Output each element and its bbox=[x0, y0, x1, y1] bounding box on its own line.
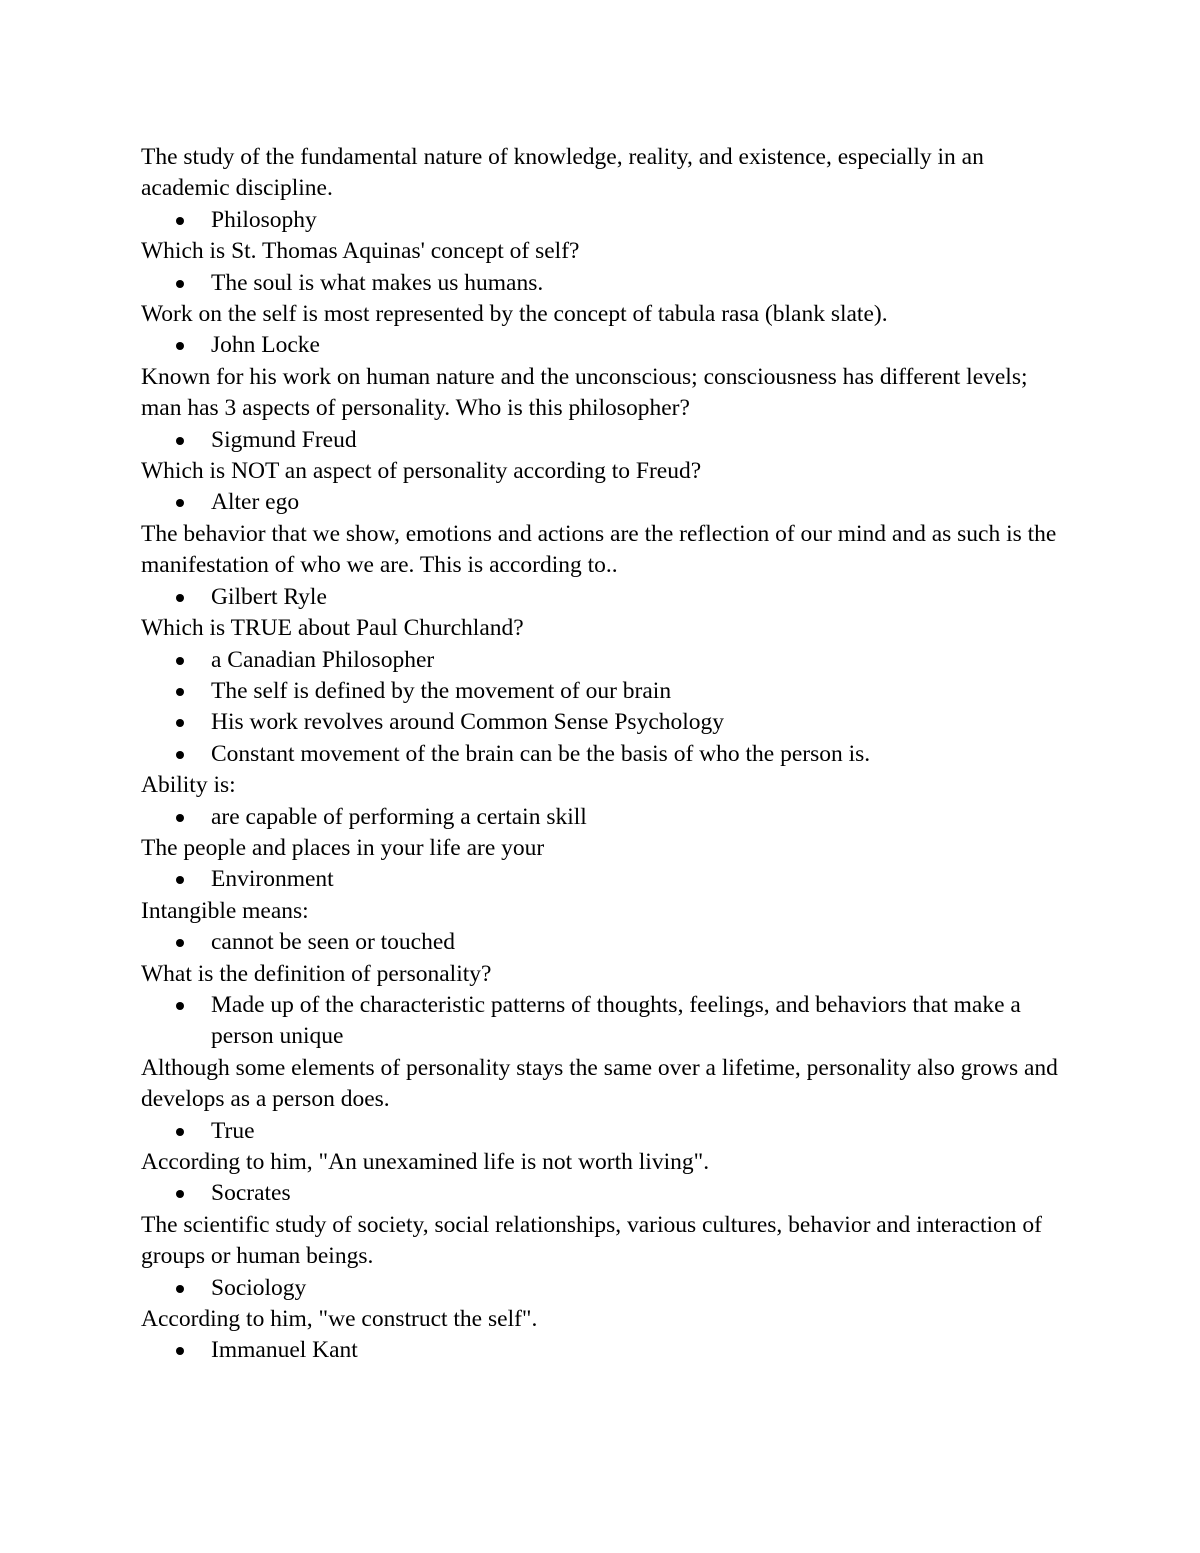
answer-item bbox=[141, 268, 1071, 299]
answer-list bbox=[141, 1335, 1071, 1366]
answer-list bbox=[141, 1116, 1071, 1147]
bullet-icon bbox=[176, 437, 184, 445]
question-text: What is the definition of personality? bbox=[141, 960, 492, 987]
answer-list bbox=[141, 268, 1071, 299]
question-text: The study of the fundamental nature of knowledge, reality, and existence, especially in an academic discipline. bbox=[141, 144, 984, 202]
answer-text: True bbox=[211, 1117, 255, 1144]
question-block bbox=[141, 1053, 1071, 1147]
answer-list bbox=[141, 802, 1071, 833]
question-block bbox=[141, 770, 1071, 833]
answer-text: Immanuel Kant bbox=[211, 1337, 358, 1364]
answer-item bbox=[141, 739, 1071, 770]
answer-list bbox=[141, 1273, 1071, 1304]
answer-item bbox=[141, 864, 1071, 895]
bullet-icon bbox=[176, 1347, 184, 1355]
answer-item bbox=[141, 707, 1071, 738]
answer-list bbox=[141, 205, 1071, 236]
answer-text: cannot be seen or touched bbox=[211, 929, 456, 956]
answer-list bbox=[141, 864, 1071, 895]
bullet-icon bbox=[176, 814, 184, 822]
question-block bbox=[141, 362, 1071, 456]
answer-item bbox=[141, 1178, 1071, 1209]
answer-item bbox=[141, 582, 1071, 613]
answer-item bbox=[141, 1335, 1071, 1366]
bullet-icon bbox=[176, 1128, 184, 1136]
question-text: According to him, "we construct the self". bbox=[141, 1306, 538, 1333]
answer-item bbox=[141, 330, 1071, 361]
answer-list bbox=[141, 927, 1071, 958]
answer-text: Environment bbox=[211, 866, 334, 893]
bullet-icon bbox=[176, 688, 184, 696]
question-block bbox=[141, 519, 1071, 613]
question-text: Although some elements of personality stays the same over a lifetime, personality also grows and develops as a person does. bbox=[141, 1054, 1058, 1113]
answer-item bbox=[141, 487, 1071, 518]
bullet-icon bbox=[176, 217, 184, 225]
bullet-icon bbox=[176, 499, 184, 507]
bullet-icon bbox=[176, 939, 184, 947]
answer-text: His work revolves around Common Sense Psychology bbox=[211, 709, 725, 736]
answer-text: Sigmund Freud bbox=[211, 426, 357, 453]
question-text: Ability is: bbox=[141, 772, 236, 799]
answer-text: The self is defined by the movement of our brain bbox=[211, 677, 672, 704]
document-page bbox=[141, 142, 1071, 1367]
question-text: Which is TRUE about Paul Churchland? bbox=[141, 615, 524, 642]
answer-item bbox=[141, 990, 1071, 1053]
question-block bbox=[141, 299, 1071, 362]
answer-item bbox=[141, 1116, 1071, 1147]
question-block bbox=[141, 959, 1071, 1053]
answer-list bbox=[141, 990, 1071, 1053]
answer-text: Philosophy bbox=[211, 206, 317, 233]
answer-text: are capable of performing a certain skill bbox=[211, 803, 587, 830]
answer-item bbox=[141, 425, 1071, 456]
bullet-icon bbox=[176, 751, 184, 759]
bullet-icon bbox=[176, 594, 184, 602]
question-text: Work on the self is most represented by the concept of tabula rasa (blank slate). bbox=[141, 301, 888, 328]
answer-list bbox=[141, 425, 1071, 456]
answer-item bbox=[141, 205, 1071, 236]
answer-list bbox=[141, 487, 1071, 518]
answer-text: Constant movement of the brain can be the basis of who the person is. bbox=[211, 740, 871, 767]
question-text: According to him, "An unexamined life is not worth living". bbox=[141, 1149, 710, 1175]
answer-item bbox=[141, 927, 1071, 958]
bullet-icon bbox=[176, 1190, 184, 1198]
question-block bbox=[141, 236, 1071, 299]
question-text: Intangible means: bbox=[141, 897, 309, 924]
answer-text: Socrates bbox=[211, 1180, 291, 1207]
question-block bbox=[141, 1147, 1071, 1210]
answer-item bbox=[141, 676, 1071, 707]
question-block bbox=[141, 1210, 1071, 1304]
question-block bbox=[141, 896, 1071, 959]
bullet-icon bbox=[176, 1002, 184, 1010]
answer-item bbox=[141, 645, 1071, 676]
bullet-icon bbox=[176, 342, 184, 350]
bullet-icon bbox=[176, 876, 184, 884]
bullet-icon bbox=[176, 1285, 184, 1293]
answer-list bbox=[141, 1178, 1071, 1209]
answer-text: John Locke bbox=[211, 332, 320, 359]
answer-list bbox=[141, 330, 1071, 361]
question-text: The scientific study of society, social relationships, various cultures, behavior and interaction of groups or human beings. bbox=[141, 1211, 1043, 1270]
question-block bbox=[141, 456, 1071, 519]
answer-text: Sociology bbox=[211, 1274, 307, 1301]
answer-text: Gilbert Ryle bbox=[211, 583, 327, 610]
question-text: Which is NOT an aspect of personality according to Freud? bbox=[141, 458, 702, 485]
answer-text: The soul is what makes us humans. bbox=[211, 269, 544, 296]
question-text: The behavior that we show, emotions and actions are the reflection of our mind and as such is the manifestation of who we are. This is according to.. bbox=[141, 520, 1057, 579]
question-text: Which is St. Thomas Aquinas' concept of self? bbox=[141, 238, 580, 265]
answer-text: Made up of the characteristic patterns of thoughts, feelings, and behaviors that make a person unique bbox=[211, 991, 1021, 1050]
question-block bbox=[141, 613, 1071, 770]
question-text: The people and places in your life are your bbox=[141, 834, 545, 861]
question-text: Known for his work on human nature and the unconscious; consciousness has different levels; man has 3 aspects of personality. Who is this philosopher? bbox=[141, 363, 1028, 422]
bullet-icon bbox=[176, 657, 184, 665]
answer-item bbox=[141, 1273, 1071, 1304]
answer-text: Alter ego bbox=[211, 489, 300, 516]
question-block bbox=[141, 142, 1071, 236]
answer-text: a Canadian Philosopher bbox=[211, 646, 435, 673]
answer-list bbox=[141, 582, 1071, 613]
question-block bbox=[141, 833, 1071, 896]
question-block bbox=[141, 1304, 1071, 1367]
bullet-icon bbox=[176, 280, 184, 288]
bullet-icon bbox=[176, 719, 184, 727]
answer-list bbox=[141, 645, 1071, 771]
answer-item bbox=[141, 802, 1071, 833]
